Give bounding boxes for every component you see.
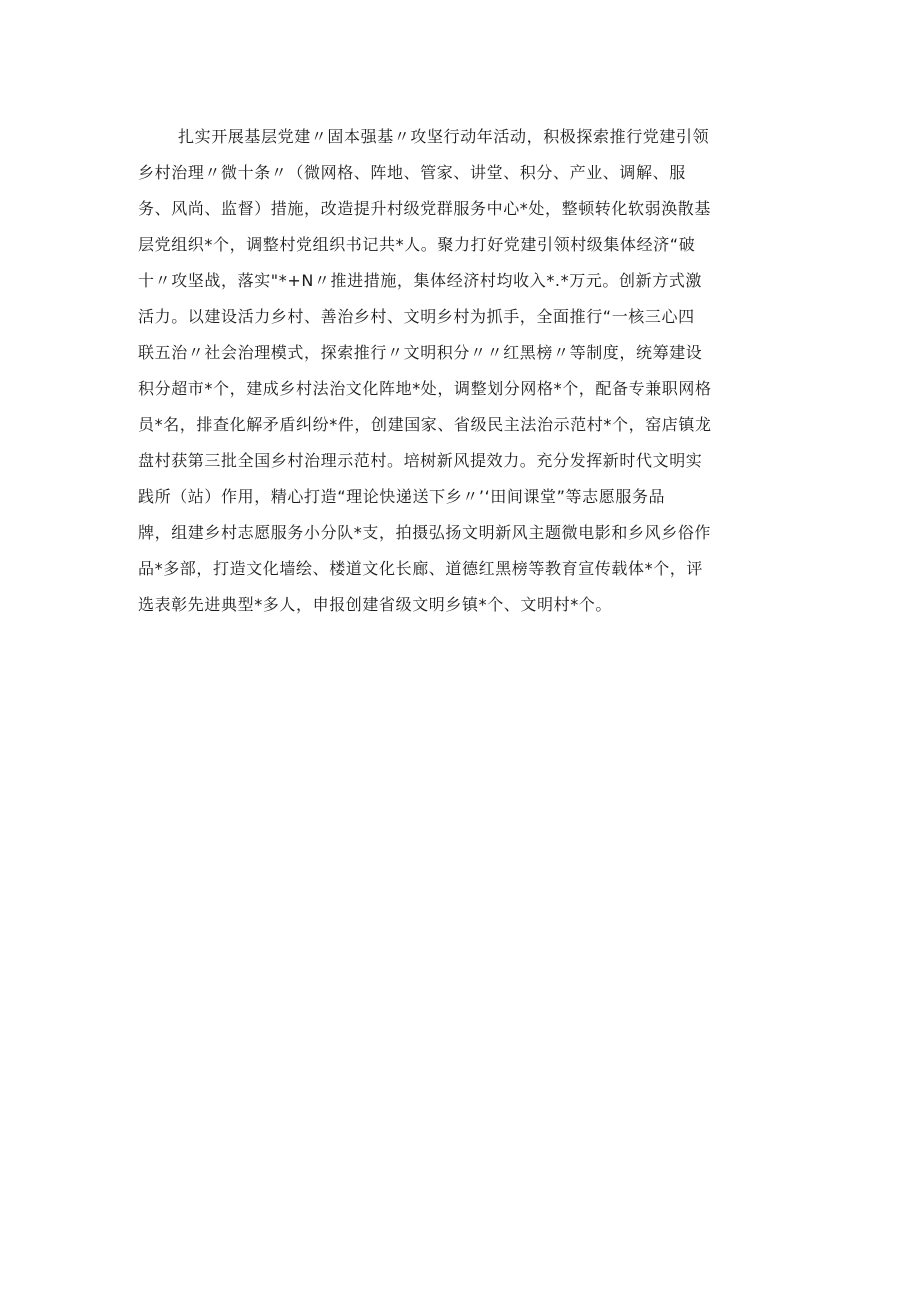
paragraph-line: 员*名，排查化解矛盾纠纷*件，创建国家、省级民主法治示范村*个，窑店镇龙 bbox=[138, 415, 712, 434]
paragraph-line: 盘村获第三批全国乡村治理示范村。培树新风提效力。充分发挥新时代文明实 bbox=[138, 451, 703, 470]
paragraph-line: 扎实开展基层党建〃固本强基〃攻坚行动年活动，积极探索推行党建引领 bbox=[178, 127, 710, 146]
paragraph-line: 选表彰先进典型*多人，申报创建省级文明乡镇*个、文明村*个。 bbox=[138, 595, 613, 614]
paragraph-line: 践所（站）作用，精心打造“理论快递送下乡〃’‘田间课堂”等志愿服务品 bbox=[138, 487, 666, 506]
paragraph-line: 品*多部，打造文化墙绘、楼道文化长廊、道德红黑榜等教育宣传载体*个，评 bbox=[138, 559, 704, 578]
paragraph-line: 联五治〃社会治理模式，探索推行〃文明积分〃〃红黑榜〃等制度，统筹建设 bbox=[138, 343, 703, 362]
paragraph-line: 十〃攻坚战，落实"*+N〃推进措施，集体经济村均收入*.*万元。创新方式激 bbox=[138, 271, 703, 290]
paragraph-line: 活力。以建设活力乡村、善治乡村、文明乡村为抓手，全面推行“一核三心四 bbox=[138, 307, 695, 326]
paragraph-line: 层党组织*个，调整村党组织书记共*人。聚力打好党建引领村级集体经济“破 bbox=[138, 235, 696, 254]
body-paragraph bbox=[138, 119, 778, 623]
paragraph-line: 积分超市*个，建成乡村法治文化阵地*处，调整划分网格*个，配备专兼职网格 bbox=[138, 379, 712, 398]
paragraph-line: 务、风尚、监督）措施，改造提升村级党群服务中心*处，整顿转化软弱涣散基 bbox=[138, 199, 712, 218]
paragraph-line: 牌，组建乡村志愿服务小分队*支，拍摄弘扬文明新风主题微电影和乡风乡俗作 bbox=[138, 523, 712, 542]
paragraph-line: 乡村治理〃微十条〃（微网格、阵地、管家、讲堂、积分、产业、调解、服 bbox=[138, 163, 686, 182]
